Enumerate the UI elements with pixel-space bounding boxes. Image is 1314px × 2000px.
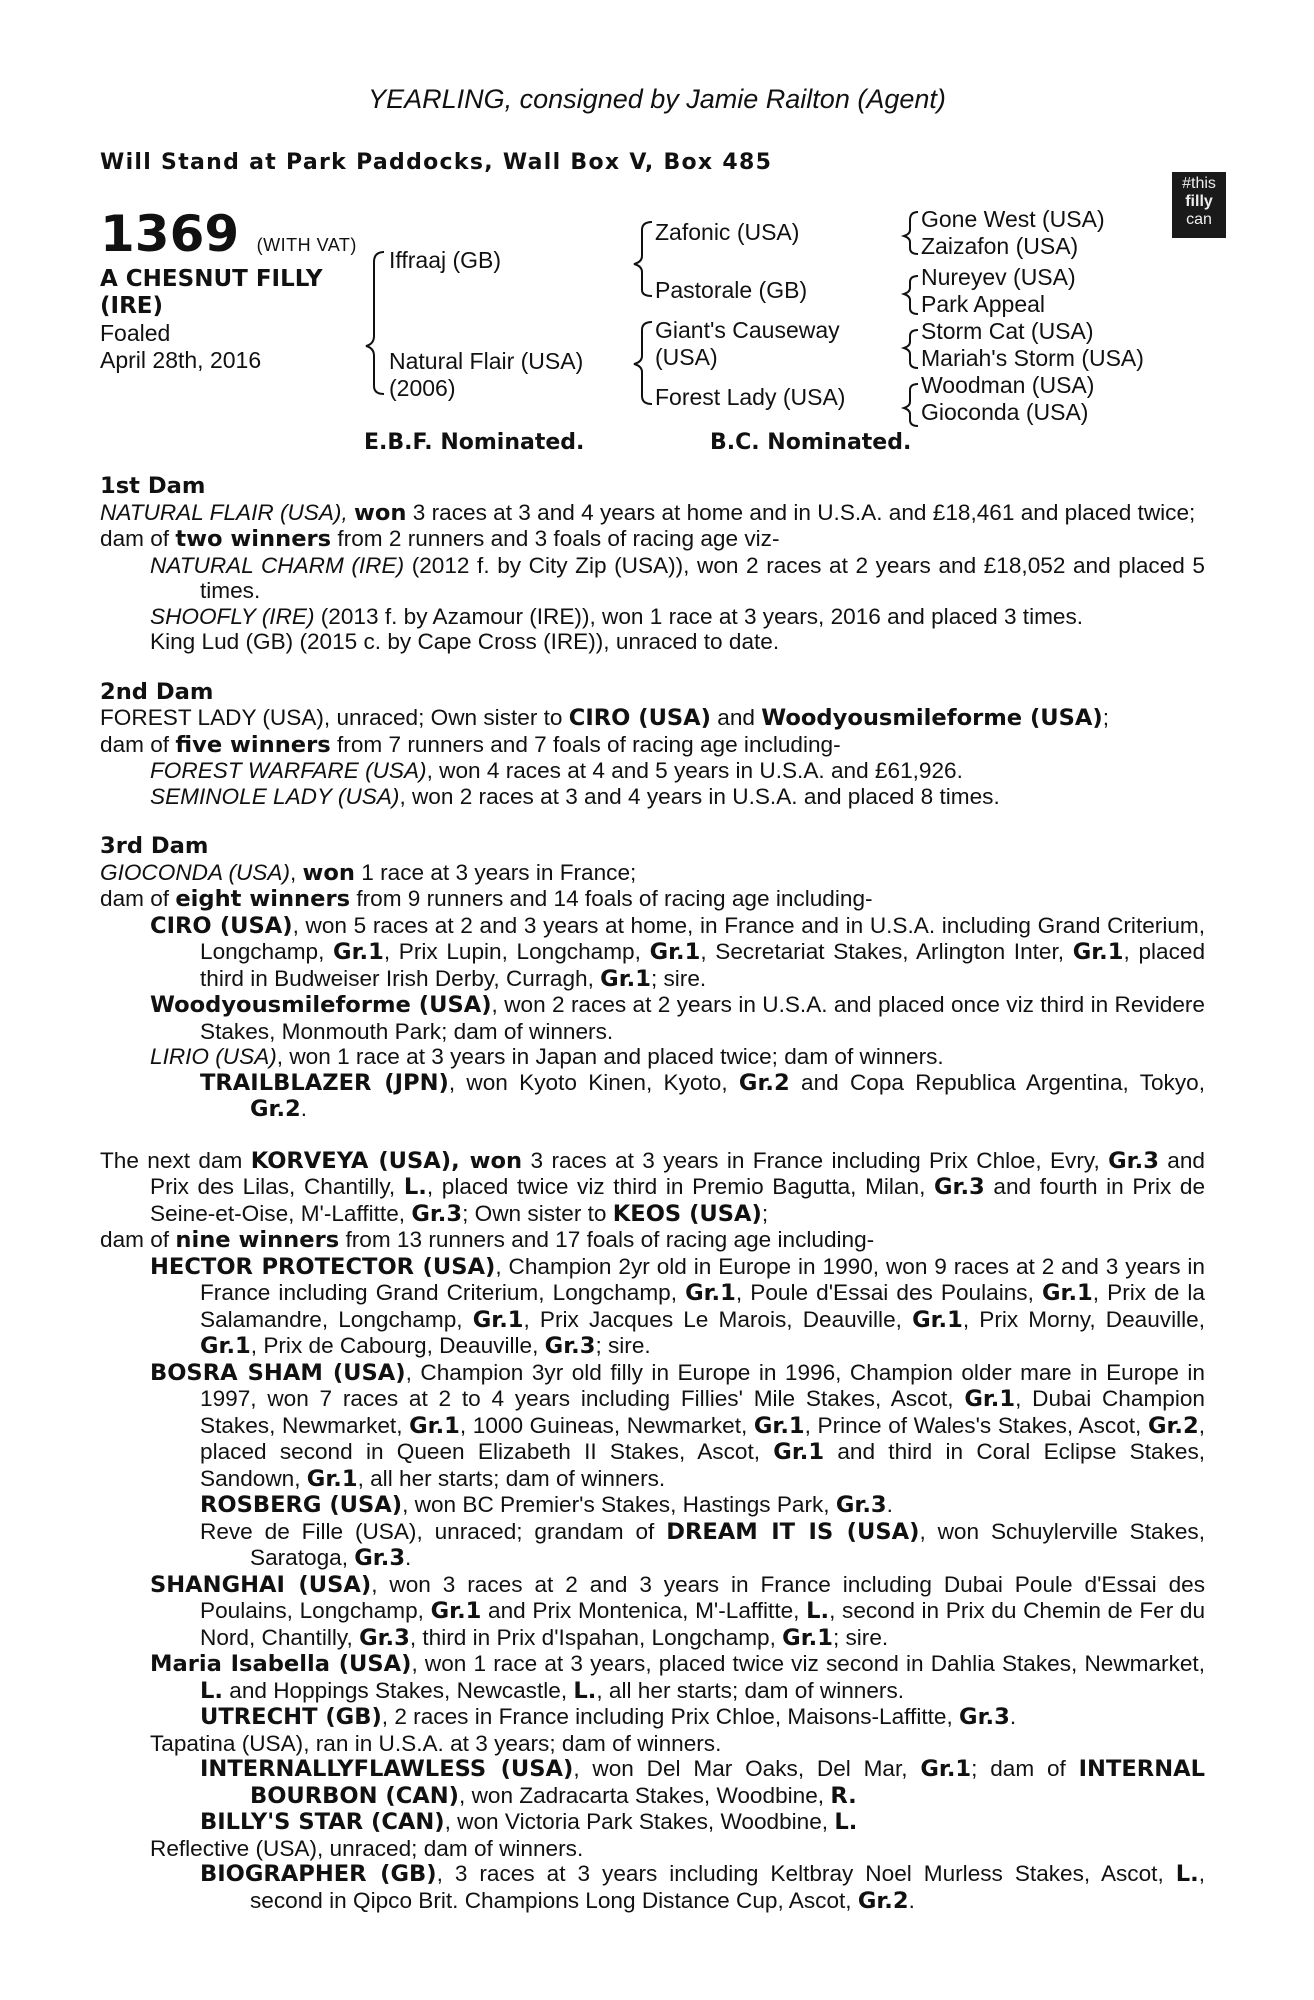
produce-entry: NATURAL CHARM (IRE) (2012 f. by City Zip (USA)), won 2 races at 2 years and £18,052 and placed 5 times. [150, 552, 1205, 603]
badge-line: filly [1185, 193, 1213, 210]
produce-entry: ROSBERG (USA), won BC Premier's Stakes, Hastings Park, Gr.3. [200, 1492, 893, 1518]
badge-line: can [1186, 211, 1212, 228]
lot-title-country: (IRE) [100, 293, 164, 319]
produce-entry: UTRECHT (GB), 2 races in France including Prix Chloe, Maisons-Laffitte, Gr.3. [200, 1704, 1017, 1730]
pedigree-dam-sire-country: (USA) [655, 344, 718, 370]
pedigree-sire-sire: Zafonic (USA) [655, 219, 800, 245]
dam-record: The next dam KORVEYA (USA), won 3 races at 3 years in France including Prix Chloe, Evry, Gr.3 and Prix des Lilas, Chantilly, L., placed twice viz third in Premio Bagutta, Milan, Gr.3 and fourth in Prix de Seine-et-Oise, M'-Laffitte, Gr.3; Own sister to KEOS (USA); [100, 1147, 1206, 1227]
pedigree-dam-sire: Giant's Causeway [655, 317, 840, 343]
dam-produce-summary: dam of nine winners from 13 runners and 17 foals of racing age including- [100, 1227, 875, 1253]
catalogue-body [100, 474, 1205, 1914]
dam-record: GIOCONDA (USA), won 1 race at 3 years in France; [100, 859, 637, 886]
first-dam-section [100, 474, 1205, 655]
consignment-header: YEARLING, consigned by Jamie Railton (Agent) [368, 84, 946, 114]
pedigree-gen3: Zaizafon (USA) [921, 233, 1079, 259]
pedigree-gen3: Park Appeal [921, 291, 1046, 317]
produce-entry: BOSRA SHAM (USA), Champion 3yr old filly in Europe in 1996, Champion older mare in Europe in 1997, won 7 races at 2 to 4 years including Fillies' Mile Stakes, Ascot, Gr.1, Dubai Champion Stakes, Newmarket, Gr.1, 1000 Guineas, Newmarket, Gr.1, Prince of Wales's Stakes, Ascot, Gr.2, placed second in Queen Elizabeth II Stakes, Ascot, Gr.1 and third in Coral Eclipse Stakes, Sandown, Gr.1, all her starts; dam of winners. [150, 1359, 1206, 1492]
produce-entry: SHOOFLY (IRE) (2013 f. by Azamour (IRE)), won 1 race at 3 years, 2016 and placed 3 times. [150, 603, 1084, 629]
produce-entry: SEMINOLE LADY (USA), won 2 races at 3 and 4 years in U.S.A. and placed 8 times. [150, 783, 1000, 809]
pedigree-sire: Iffraaj (GB) [389, 247, 502, 273]
third-dam-section [100, 834, 1205, 1123]
bc-nominated: B.C. Nominated. [710, 430, 912, 455]
produce-entry: HECTOR PROTECTOR (USA), Champion 2yr old in Europe in 1990, won 9 races at 2 and 3 years in France including Grand Criterium, Longchamp, Gr.1, Poule d'Essai des Poulains, Gr.1, Prix de la Salamandre, Longchamp, Gr.1, Prix Jacques Le Marois, Deauville, Gr.1, Prix Morny, Deauville, Gr.1, Prix de Cabourg, Deauville, Gr.3; sire. [150, 1253, 1206, 1359]
produce-entry: Reflective (USA), unraced; dam of winners. [150, 1835, 584, 1861]
lot-number: 1369 (WITH VAT) [100, 205, 357, 263]
pedigree-dam: Natural Flair (USA) [389, 348, 584, 374]
produce-entry: CIRO (USA), won 5 races at 2 and 3 years at home, in France and in U.S.A. including Grand Criterium, Longchamp, Gr.1, Prix Lupin, Longchamp, Gr.1, Secretariat Stakes, Arlington Inter, Gr.1, placed third in Budweiser Irish Derby, Curragh, Gr.1; sire. [150, 912, 1206, 992]
dam-record: FOREST LADY (USA), unraced; Own sister to CIRO (USA) and Woodyousmileforme (USA); [100, 705, 1110, 731]
produce-entry: TRAILBLAZER (JPN), won Kyoto Kinen, Kyoto, Gr.2 and Copa Republica Argentina, Tokyo, Gr.2. [200, 1069, 1205, 1122]
next-dam-section [100, 1148, 1205, 1915]
produce-entry: FOREST WARFARE (USA), won 4 races at 4 and 5 years in U.S.A. and £61,926. [150, 758, 963, 783]
produce-entry: BIOGRAPHER (GB), 3 races at 3 years including Keltbray Noel Murless Stakes, Ascot, L., second in Qipco Brit. Champions Long Distance Cup, Ascot, Gr.2. [200, 1861, 1205, 1914]
pedigree-gen3: Gioconda (USA) [921, 399, 1089, 425]
pedigree-dam-year: (2006) [389, 375, 456, 401]
produce-entry: BILLY'S STAR (CAN), won Victoria Park Stakes, Woodbine, L. [200, 1809, 858, 1835]
pedigree-dam-dam: Forest Lady (USA) [655, 384, 846, 410]
stand-location: Will Stand at Park Paddocks, Wall Box V, Box 485 [100, 150, 773, 175]
produce-entry: Reve de Fille (USA), unraced; grandam of DREAM IT IS (USA), won Schuylerville Stakes, Saratoga, Gr.3. [200, 1518, 1206, 1571]
produce-entry: Maria Isabella (USA), won 1 race at 3 years, placed twice viz second in Dahlia Stakes, Newmarket, L. and Hoppings Stakes, Newcastle, L., all her starts; dam of winners. [150, 1651, 1205, 1704]
badge-line: #this [1182, 175, 1216, 192]
pedigree-gen3: Woodman (USA) [921, 372, 1095, 398]
vat-label: (WITH VAT) [256, 235, 357, 255]
ebf-nominated: E.B.F. Nominated. [364, 430, 585, 455]
lot-title: A CHESNUT FILLY [100, 266, 323, 292]
section-heading: 3rd Dam [100, 833, 209, 859]
dam-produce-summary: dam of eight winners from 9 runners and 14 foals of racing age including- [100, 886, 873, 912]
second-dam-section [100, 680, 1205, 810]
produce-entry: LIRIO (USA), won 1 race at 3 years in Japan and placed twice; dam of winners. [150, 1044, 944, 1069]
produce-entry: Tapatina (USA), ran in U.S.A. at 3 years; dam of winners. [150, 1730, 722, 1756]
dam-produce-summary: dam of two winners from 2 runners and 3 foals of racing age viz- [100, 526, 780, 552]
pedigree-sire-dam: Pastorale (GB) [655, 277, 808, 303]
produce-entry: King Lud (GB) (2015 c. by Cape Cross (IRE)), unraced to date. [150, 629, 780, 654]
pedigree-gen3: Storm Cat (USA) [921, 318, 1094, 344]
pedigree-gen3: Nureyev (USA) [921, 264, 1076, 290]
pedigree-gen3: Gone West (USA) [921, 206, 1105, 232]
foaled-date: April 28th, 2016 [100, 347, 262, 373]
dam-produce-summary: dam of five winners from 7 runners and 7 foals of racing age including- [100, 731, 841, 758]
dam-record: NATURAL FLAIR (USA), won 3 races at 3 and 4 years at home and in U.S.A. and £18,461 and placed twice; [100, 499, 1196, 526]
produce-entry: Woodyousmileforme (USA), won 2 races at 2 years in U.S.A. and placed once viz third in Revidere Stakes, Monmouth Park; dam of winners. [150, 992, 1205, 1044]
produce-entry: INTERNALLYFLAWLESS (USA), won Del Mar Oaks, Del Mar, Gr.1; dam of INTERNAL BOURBON (CAN), won Zadracarta Stakes, Woodbine, R. [200, 1756, 1205, 1809]
produce-entry: SHANGHAI (USA), won 3 races at 2 and 3 years in France including Dubai Poule d'Essai des Poulains, Longchamp, Gr.1 and Prix Montenica, M'-Laffitte, L., second in Prix du Chemin de Fer du Nord, Chantilly, Gr.3, third in Prix d'Ispahan, Longchamp, Gr.1; sire. [150, 1571, 1206, 1651]
pedigree-gen3: Mariah's Storm (USA) [921, 345, 1144, 371]
section-heading: 2nd Dam [100, 678, 214, 705]
foaled-label: Foaled [100, 320, 171, 346]
section-heading: 1st Dam [100, 473, 206, 499]
